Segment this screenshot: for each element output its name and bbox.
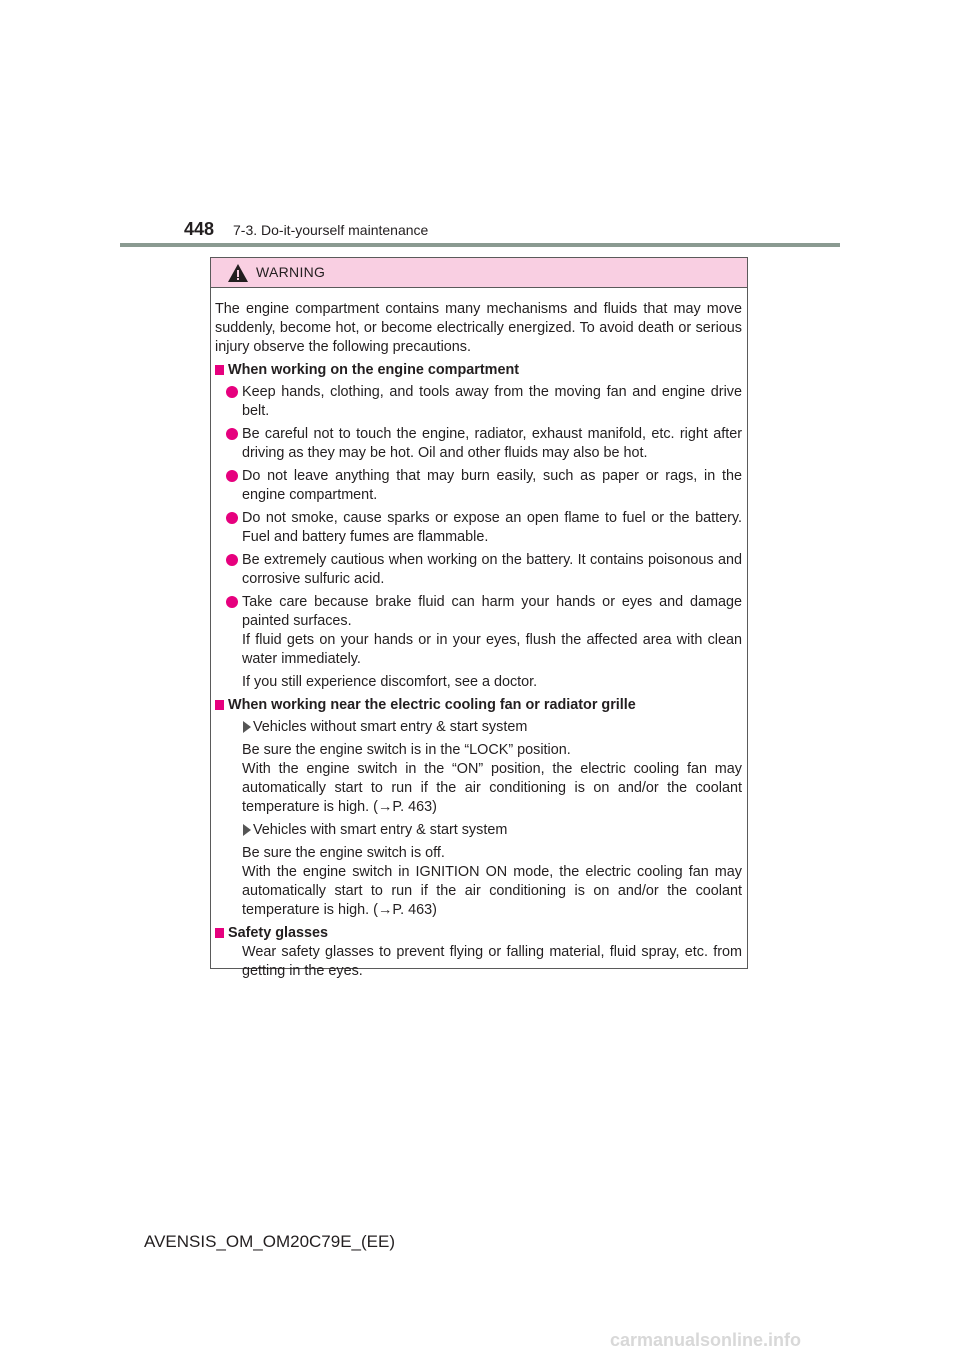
variant-b-text-1: Be sure the engine switch is off.: [242, 845, 445, 861]
warning-title: WARNING: [256, 264, 326, 280]
list-item: Do not leave anything that may burn easily, such as paper or rags, in the engine compartment.: [215, 467, 742, 505]
page-number: 448: [184, 219, 215, 239]
variant-label-with-smart-entry: Vehicles with smart entry & start system: [215, 821, 742, 840]
circle-bullet-icon: [226, 596, 238, 608]
variant-a-text-1: Be sure the engine switch is in the “LOCK” position.: [242, 742, 571, 758]
circle-bullet-icon: [226, 386, 238, 398]
variant-b-text-2: With the engine switch in IGNITION ON mode, the electric cooling fan may automatically start to run if the air conditioning is on and/or the coolant temperature is high. (→P. 463): [242, 864, 742, 918]
warning-intro: The engine compartment contains many mechanisms and fluids that may move suddenly, become hot, or become electrically energized. To avoid death or serious injury observe the following precautions.: [215, 301, 742, 355]
doctor-note: If you still experience discomfort, see a doctor.: [242, 674, 538, 690]
section-heading-safety-glasses: Safety glasses: [215, 924, 742, 943]
safety-glasses-text: Wear safety glasses to prevent flying or falling material, fluid spray, etc. from getting in the eyes.: [242, 944, 742, 979]
circle-bullet-icon: [226, 512, 238, 524]
section-title: 7-3. Do-it-yourself maintenance: [233, 222, 429, 238]
section-heading-cooling-fan: When working near the electric cooling fan or radiator grille: [215, 696, 742, 715]
warning-box: [210, 257, 748, 979]
circle-bullet-icon: [226, 428, 238, 440]
square-bullet-icon: [215, 365, 224, 375]
triangle-arrow-icon: [243, 824, 251, 836]
section-heading-engine-compartment: When working on the engine compartment: [215, 361, 742, 380]
list-item: Take care because brake fluid can harm your hands or eyes and damage painted surfaces.: [215, 593, 742, 631]
fluid-note: If fluid gets on your hands or in your eyes, flush the affected area with clean water immediately.: [242, 632, 742, 667]
watermark: carmanualsonline.info: [610, 1330, 802, 1350]
variant-label-without-smart-entry: Vehicles without smart entry & start system: [215, 718, 742, 737]
warning-header: [211, 258, 747, 288]
square-bullet-icon: [215, 700, 224, 710]
warning-triangle-icon: [227, 263, 249, 283]
triangle-arrow-icon: [243, 721, 251, 733]
list-item: Be extremely cautious when working on the battery. It contains poisonous and corrosive sulfuric acid.: [215, 551, 742, 589]
circle-bullet-icon: [226, 554, 238, 566]
variant-a-text-2: With the engine switch in the “ON” position, the electric cooling fan may automatically start to run if the air conditioning is on and/or the coolant temperature is high. (→P. 463): [242, 761, 742, 815]
list-item: Do not smoke, cause sparks or expose an open flame to fuel or the battery. Fuel and battery fumes are flammable.: [215, 509, 742, 547]
document-code: AVENSIS_OM_OM20C79E_(EE): [144, 1232, 395, 1251]
square-bullet-icon: [215, 928, 224, 938]
header-rule: [120, 243, 840, 247]
circle-bullet-icon: [226, 470, 238, 482]
list-item: Keep hands, clothing, and tools away from the moving fan and engine drive belt.: [215, 383, 742, 421]
warning-content: [215, 300, 742, 981]
list-item: Be careful not to touch the engine, radiator, exhaust manifold, etc. right after driving as they may be hot. Oil and other fluids may also be hot.: [215, 425, 742, 463]
